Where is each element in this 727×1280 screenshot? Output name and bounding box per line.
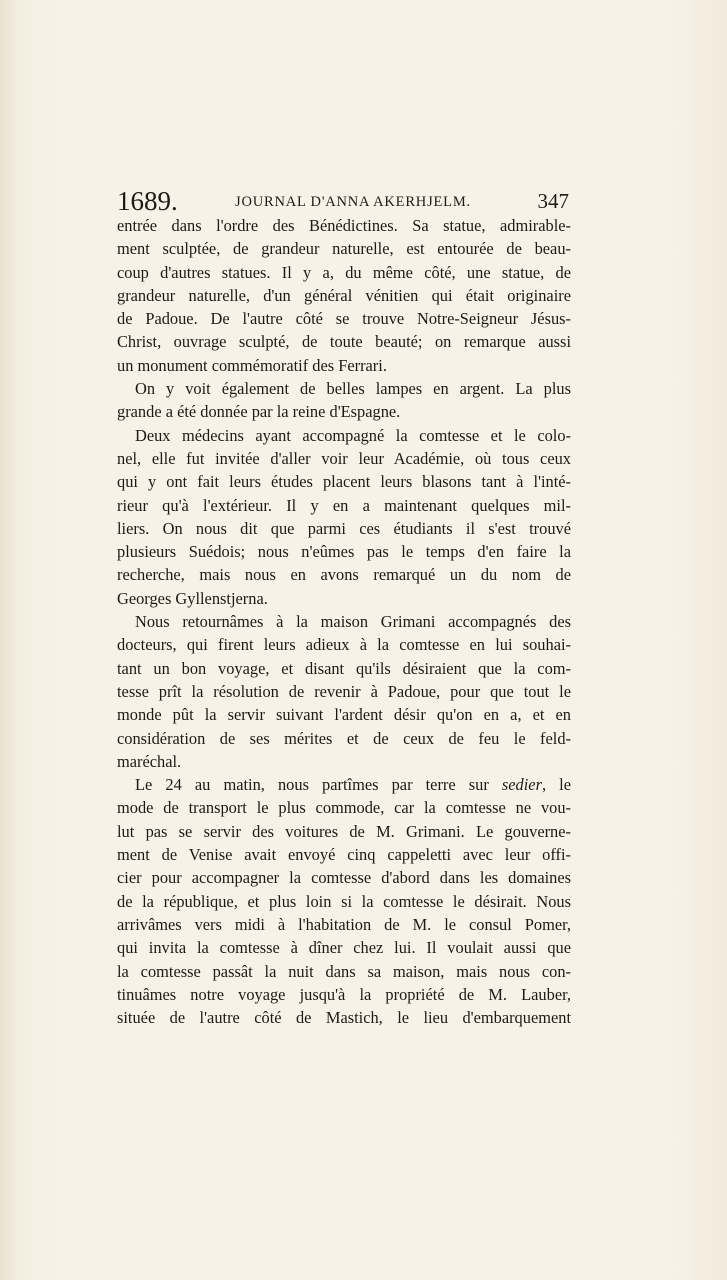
- text-line: Nous retournâmes à la maison Grimani accompagnés des: [135, 612, 571, 632]
- text-line: ment sculptée, de grandeur naturelle, est entourée de beau-: [117, 239, 571, 259]
- text-line: mode de transport le plus commode, car la comtesse ne vou-: [117, 798, 571, 818]
- text-line: entrée dans l'ordre des Bénédictines. Sa statue, admirable-: [117, 216, 571, 235]
- text-segment: , le: [541, 775, 571, 795]
- text-line: tant un bon voyage, et disant qu'ils désiraient que la com-: [117, 658, 571, 678]
- running-head-title: JOURNAL D'ANNA AKERHJELM.: [235, 194, 471, 210]
- text-line: Georges Gyllenstjerna.: [117, 588, 268, 608]
- running-head: [117, 186, 571, 216]
- text-line: la comtesse passât la nuit dans sa maison, mais nous con-: [117, 961, 571, 981]
- text-line: tinuâmes notre voyage jusqu'à la propriété de M. Lauber,: [117, 984, 571, 1004]
- text-line: considération de ses mérites et de ceux de feu le feld-: [117, 728, 571, 748]
- text-line: Deux médecins ayant accompagné la comtesse et le colo-: [135, 425, 571, 445]
- text-line: qui y ont fait leurs études placent leurs blasons tant à l'inté-: [117, 472, 571, 492]
- text-line: coup d'autres statues. Il y a, du même côté, une statue, de: [117, 262, 571, 282]
- text-line: ment de Venise avait envoyé cinq cappeletti avec leur offi-: [117, 845, 571, 865]
- text-line: tesse prît la résolution de revenir à Padoue, pour que tout le: [117, 681, 571, 701]
- text-line: cier pour accompagner la comtesse d'abord dans les domaines: [117, 868, 571, 888]
- text-line: située de l'autre côté de Mastich, le lieu d'embarquement: [117, 1008, 571, 1028]
- text-line: rieur qu'à l'extérieur. Il y en a maintenant quelques mil-: [117, 495, 571, 515]
- text-line: maréchal.: [117, 751, 182, 771]
- running-head-year: 1689.: [117, 186, 178, 216]
- text-line: [117, 773, 571, 796]
- text-line: qui invita la comtesse à dîner chez lui. Il voulait aussi que: [117, 938, 571, 958]
- text-line: lut pas se servir des voitures de M. Grimani. Le gouverne-: [117, 821, 571, 841]
- text-line: Christ, ouvrage sculpté, de toute beauté; on remarque aussi: [117, 332, 571, 352]
- text-line: arrivâmes vers midi à l'habitation de M. le consul Pomer,: [117, 914, 571, 934]
- italic-word: sedier: [501, 775, 542, 795]
- text-line: de la république, et plus loin si la comtesse le désirait. Nous: [117, 891, 571, 911]
- text-line: monde pût la servir suivant l'ardent désir qu'on en a, et en: [117, 705, 571, 725]
- page-number: 347: [537, 189, 569, 213]
- text-line: un monument commémoratif des Ferrari.: [117, 355, 387, 375]
- text-line: On y voit également de belles lampes en argent. La plus: [135, 379, 571, 399]
- text-line: grandeur naturelle, d'un général vénitien qui était originaire: [117, 285, 571, 305]
- text-line: recherche, mais nous en avons remarqué un du nom de: [117, 565, 571, 585]
- text-line: plusieurs Suédois; nous n'eûmes pas le temps d'en faire la: [117, 542, 571, 562]
- text-line: grande a été donnée par la reine d'Espagne.: [117, 402, 401, 422]
- text-line: nel, elle fut invitée d'aller voir leur Académie, où tous ceux: [117, 448, 571, 468]
- body-text: [117, 214, 571, 1029]
- text-segment: Le 24 au matin, nous partîmes par terre sur: [135, 775, 502, 795]
- text-line: liers. On nous dit que parmi ces étudiants il s'est trouvé: [117, 518, 571, 538]
- text-line: docteurs, qui firent leurs adieux à la comtesse en lui souhai-: [117, 635, 571, 655]
- text-line: de Padoue. De l'autre côté se trouve Notre-Seigneur Jésus-: [117, 309, 571, 329]
